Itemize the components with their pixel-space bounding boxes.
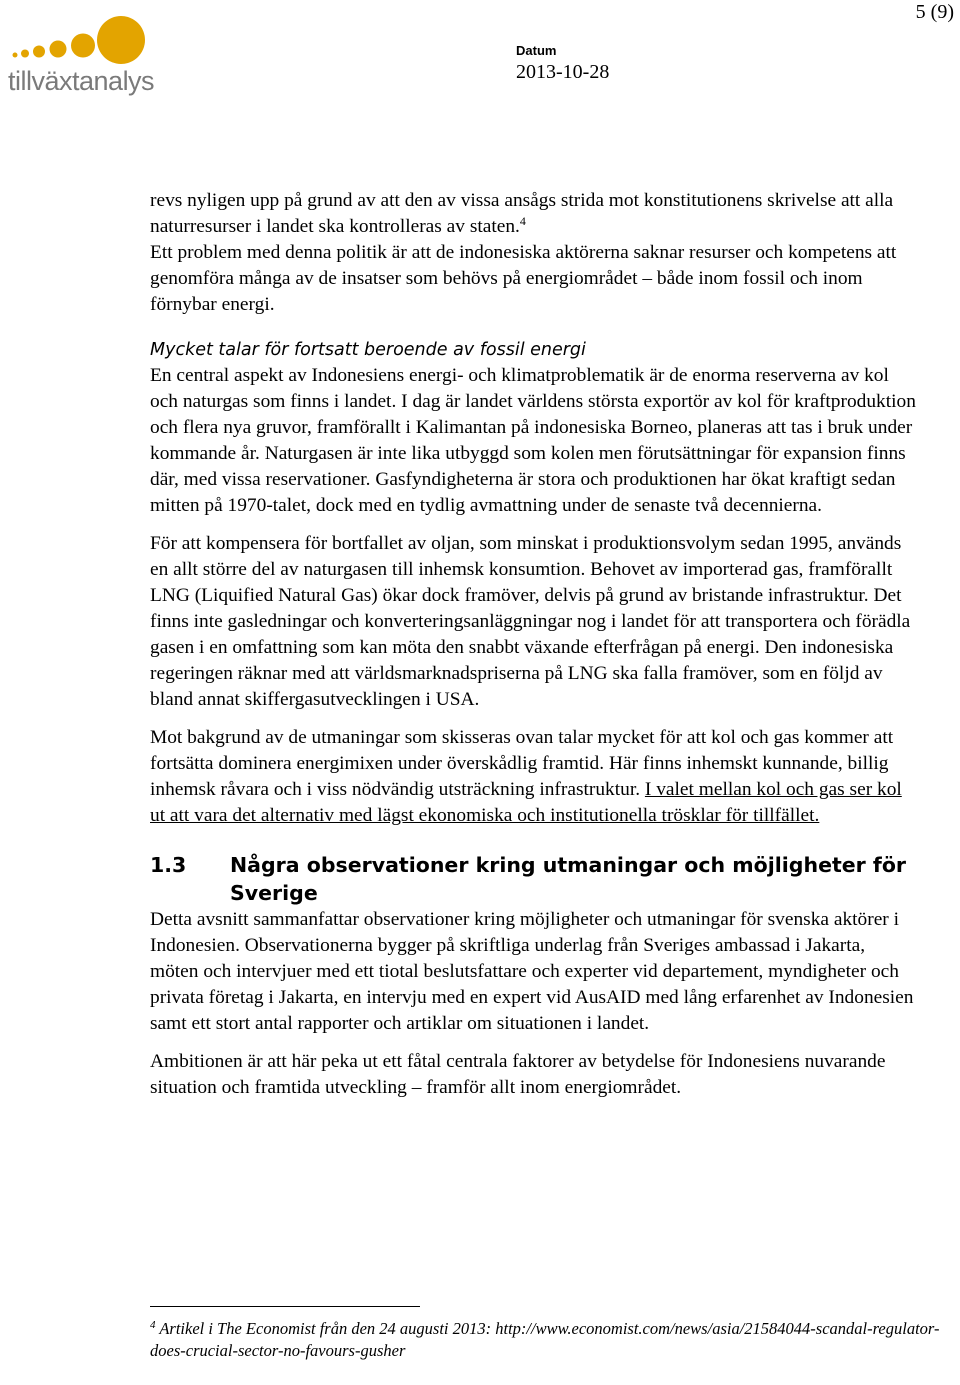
paragraph-5-text: Mot bakgrund av de utmaningar som skisseras ovan talar mycket för att kol och gas kommer att fortsätta dominera energimixen under överskådlig framtid. Här finns inhemskt kunnande, billig inhemsk råvara och i viss nödvändig utsträckning infrastruktur. [150, 727, 894, 800]
footnote-separator [150, 1306, 420, 1307]
paragraph-6: Detta avsnitt sammanfattar observationer kring möjligheter och utmaningar för svenska aktörer i Indonesien. Observationerna bygger på skriftliga underlag från Sveriges ambassad i Jakarta, möten och intervjuer med ett tiotal beslutsfattare och experter vid departement, myndigheter och privata företag i Jakarta, en intervju med en expert vid AusAID med lång erfarenhet av Indonesien samt ett stort antal rapporter och artiklar om situationen i landet. [150, 909, 914, 1034]
date-block [516, 43, 609, 84]
paragraph-2: Ett problem med denna politik är att de indonesiska aktörerna saknar resurser och kompetens att genomföra många av de insatser som behövs på energiområdet – både inom fossil och inom förnybar energi. [150, 242, 897, 315]
paragraph-3: En central aspekt av Indonesiens energi- och klimatproblematik är de enorma reserverna av kol och naturgas som finns i landet. I dag är landet världens största exportör av kol för kraftproduktion och flera nya gruvor, framförallt i Kalimantan på indonesiska Borneo, planeras att tas i bruk under kommande år. Naturgasen är inte lika utbyggd som kolen men förutsättningar för expansion finns där, med vissa reservationer. Gasfyndigheterna är stora och produktionen har ökat kraftigt sedan mitten på 1970-talet, dock med en tydlig avmattning under de senaste två decennierna. [150, 365, 916, 516]
footnote-text: Artikel i The Economist från den 24 augusti 2013: http://www.economist.com/news/asia/21584044-scandal-regulator-does-crucial-sector-no-favours-gusher [150, 1319, 940, 1360]
page-number: 5 (9) [915, 1, 954, 23]
footnote-reference: 4 [519, 214, 526, 228]
subheading-fossil-energy: Mycket talar för fortsatt beroende av fossil energi [150, 340, 586, 360]
paragraph-5 [150, 725, 918, 829]
document-body [150, 188, 918, 1101]
logo-wordmark: tillväxtanalys [8, 66, 155, 96]
paragraph-1-text: revs nyligen upp på grund av att den av vissa ansågs strida mot konstitutionens skrivelse att alla naturresurser i landet ska kontrolleras av staten. [150, 190, 894, 237]
date-value: 2013-10-28 [516, 61, 610, 83]
section-title: Några observationer kring utmaningar och möjligheter för Sverige [230, 853, 907, 905]
paragraph-1 [150, 188, 918, 240]
paragraph-4: För att kompensera för bortfallet av oljan, som minskat i produktionsvolym sedan 1995, används en allt större del av naturgasen till inhemsk konsumtion. Behovet av importerad gas, framförallt LNG (Liquified Natural Gas) ökar dock framöver, delvis på grund av bristande infrastruktur. Det finns inte gasledningar och konverteringsanläggningar nog i landet för att transportera och förädla gasen i en omfattning som kan möta den snabbt växande efterfrågan på energi. Den indonesiska regeringen räknar med att världsmarknadspriserna på LNG ska falla framöver, som en följd av bland annat skiffergasutvecklingen i USA. [150, 533, 911, 710]
footnote [150, 1318, 940, 1362]
section-number: 1.3 [150, 853, 187, 877]
section-heading [150, 851, 918, 907]
footnote-number: 4 [150, 1319, 156, 1331]
paragraph-5-underlined-conclusion: I valet mellan kol och gas ser kol ut att vara det alternativ med lägst ekonomiska och institutionella trösklar för tillfället. [150, 779, 902, 826]
paragraph-7: Ambitionen är att här peka ut ett fåtal centrala faktorer av betydelse för Indonesiens nuvarande situation och framtida utveckling – framför allt inom energiområdet. [150, 1051, 886, 1098]
tillvaxtanalys-logo [8, 14, 158, 98]
date-label: Datum [516, 43, 557, 58]
logo-dots-icon [8, 14, 158, 74]
